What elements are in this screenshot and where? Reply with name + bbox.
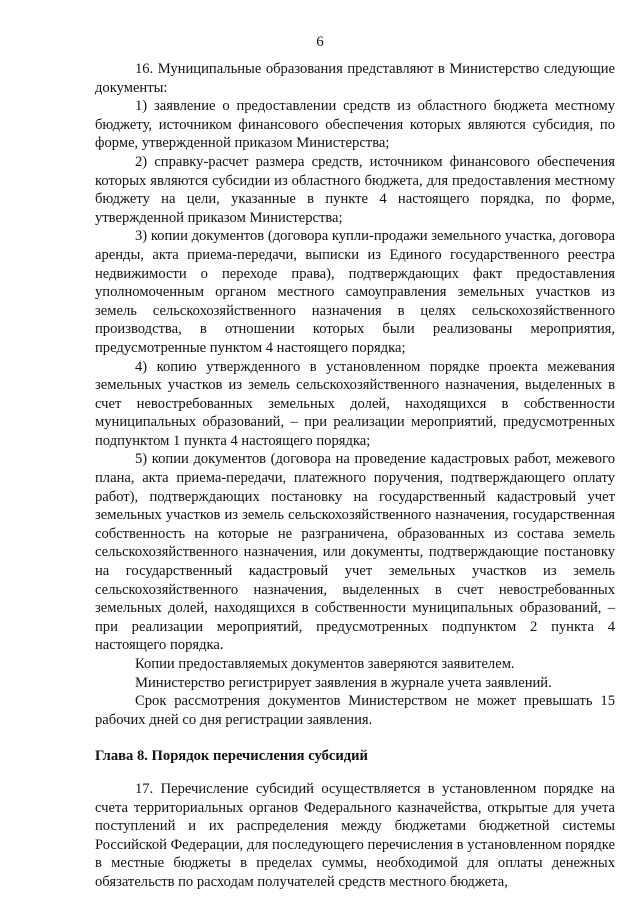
- paragraph-16-item-5: 5) копии документов (договора на проведение кадастровых работ, межевого плана, акта приема-передачи, платежного поручения, подтверждающего оплату работ), подтверждающих постановку на государственный кадастровый учет земельных участков из земель сельскохозяйственного назначения, государственная собственность на которые не разграничена, образованных из состава земель сельскохозяйственного назначения, или документы, подтверждающие постановку на государственный кадастровый учет земельных участков из земель сельскохозяйственного назначения, выделенных в счет невостребованных земельных долей, находящихся в собственности муниципальных образований, – при реализации мероприятий, предусмотренных подпунктом 2 пункта 4 настоящего порядка.: [95, 451, 615, 654]
- paragraph-registration: Министерство регистрирует заявления в журнале учета заявлений.: [135, 674, 552, 691]
- page-number: 6: [316, 34, 324, 50]
- chapter-8-heading: Глава 8. Порядок перечисления субсидий: [95, 748, 368, 765]
- paragraph-copies-certified: Копии предоставляемых документов заверяются заявителем.: [135, 656, 515, 672]
- paragraph-16-intro: 16. Муниципальные образования представляют в Министерство следующие документы:: [95, 61, 615, 96]
- paragraph-16-item-1: 1) заявление о предоставлении средств из областного бюджета местному бюджету, источником финансового обеспечения которых являются субсидия, по форме, утвержденной приказом Министерства;: [95, 98, 615, 152]
- paragraph-review-term: Срок рассмотрения документов Министерством не может превышать 15 рабочих дней со дня регистрации заявления.: [95, 693, 615, 728]
- paragraph-16-item-3: 3) копии документов (договора купли-продажи земельного участка, договора аренды, акта приема-передачи, выписки из Единого государственного реестра недвижимости о переходе права), подтверждающих факт предоставления уполномоченным органом местного самоуправления земельных участков из земель сельскохозяйственного назначения в целях сельскохозяйственного производства, в отношении которых были реализованы мероприятия, предусмотренные пунктом 4 настоящего порядка;: [95, 228, 615, 356]
- paragraph-16-item-2: 2) справку-расчет размера средств, источником финансового обеспечения которых являются субсидии из областного бюджета, для предоставления местному бюджету на цели, указанные в пункте 4 настоящего порядка, по форме, утвержденной приказом Министерства;: [95, 153, 615, 226]
- paragraph-17: 17. Перечисление субсидий осуществляется в установленном порядке на счета территориальных органов Федерального казначейства, открытые для учета поступлений и их распределения между бюджетами бюджетной системы Российской Федерации, для последующего перечисления в установленном порядке в местные бюджеты в пределах суммы, необходимой для оплаты денежных обязательств по расходам получателей средств местного бюджета,: [95, 780, 615, 890]
- paragraph-16-item-4: 4) копию утвержденного в установленном порядке проекта межевания земельных участков из земель сельскохозяйственного назначения, выделенных в счет невостребованных земельных долей, находящихся в собственности муниципальных образований, – при реализации мероприятий, предусмотренных подпунктом 1 пункта 4 настоящего порядка;: [95, 358, 615, 449]
- document-body: [95, 60, 615, 892]
